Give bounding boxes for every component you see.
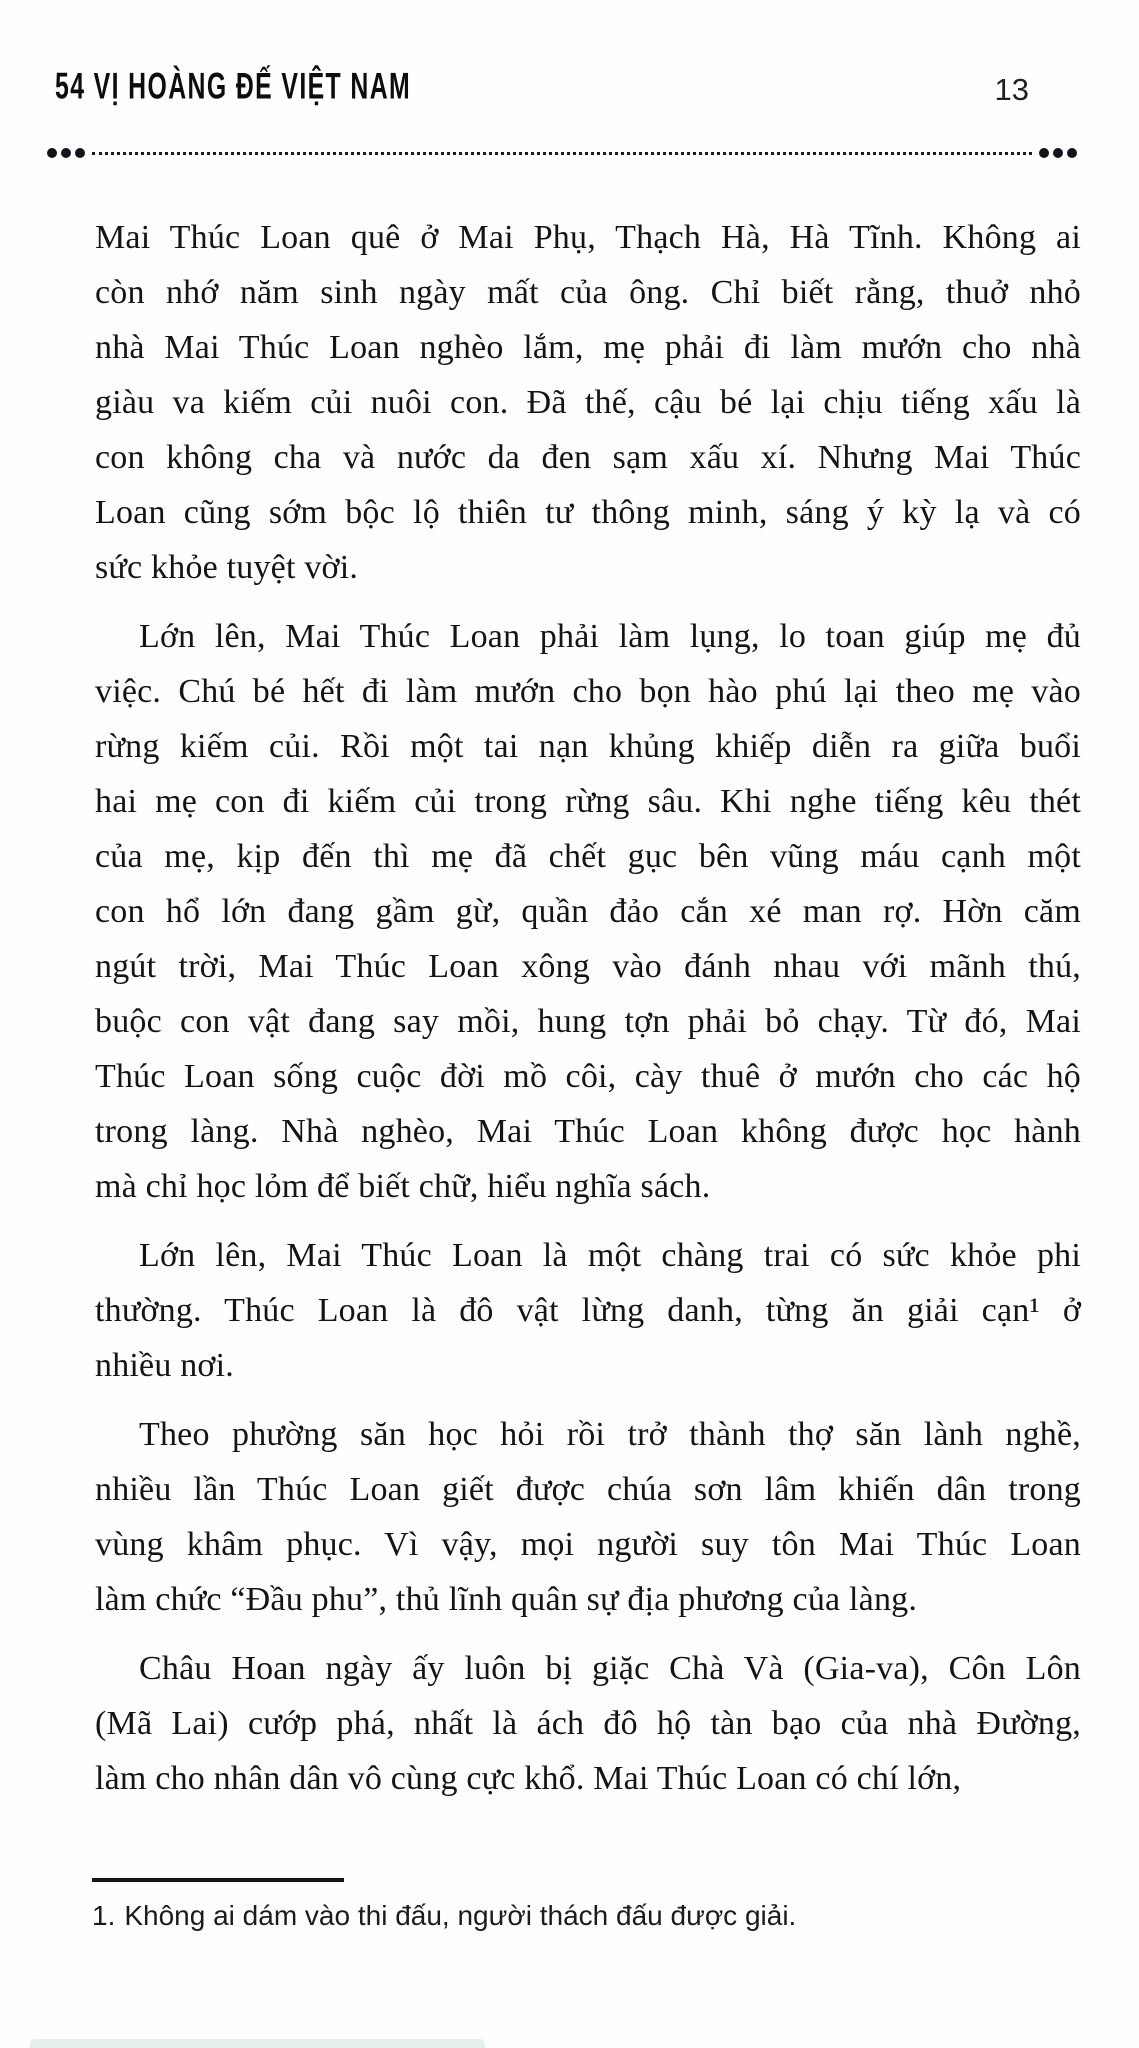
- text-line: việc. Chú bé hết đi làm mướn cho bọn hào phú lại theo mẹ vào: [95, 673, 1081, 710]
- divider-dot: [61, 148, 71, 158]
- text-line: buộc con vật đang say mồi, hung tợn phải bỏ chạy. Từ đó, Mai: [95, 1003, 1081, 1040]
- text-line: ngút trời, Mai Thúc Loan xông vào đánh nhau với mãnh thú,: [95, 948, 1081, 985]
- text-line: thường. Thúc Loan là đô vật lừng danh, từng ăn giải cạn¹ ở: [95, 1292, 1081, 1329]
- footnote-rule: [92, 1878, 344, 1882]
- text-line: hai mẹ con đi kiếm củi trong rừng sâu. Khi nghe tiếng kêu thét: [95, 783, 1081, 820]
- text-line: nhiều lần Thúc Loan giết được chúa sơn lâm khiến dân trong: [95, 1471, 1081, 1508]
- text-line: nhà Mai Thúc Loan nghèo lắm, mẹ phải đi làm mướn cho nhà: [95, 329, 1081, 366]
- paragraph: [95, 1641, 1081, 1806]
- text-line: Thúc Loan sống cuộc đời mồ côi, cày thuê ở mướn cho các hộ: [95, 1058, 1081, 1095]
- divider-dot: [75, 148, 85, 158]
- text-line: Lớn lên, Mai Thúc Loan phải làm lụng, lo toan giúp mẹ đủ: [139, 618, 1081, 655]
- paragraph: [95, 1228, 1081, 1393]
- divider-dot: [1067, 148, 1077, 158]
- dotted-divider: [45, 146, 1079, 160]
- text-line: Lớn lên, Mai Thúc Loan là một chàng trai có sức khỏe phi: [139, 1237, 1081, 1274]
- text-line: mà chỉ học lỏm để biết chữ, hiểu nghĩa sách.: [95, 1168, 711, 1205]
- text-line: Mai Thúc Loan quê ở Mai Phụ, Thạch Hà, Hà Tĩnh. Không ai: [95, 219, 1081, 256]
- book-title: 54 VỊ HOÀNG ĐẾ VIỆT NAM: [55, 65, 412, 107]
- page-number: 13: [994, 72, 1029, 107]
- text-line: Theo phường săn học hỏi rồi trở thành thợ săn lành nghề,: [139, 1416, 1081, 1453]
- text-line: trong làng. Nhà nghèo, Mai Thúc Loan không được học hành: [95, 1113, 1081, 1150]
- text-line: còn nhớ năm sinh ngày mất của ông. Chỉ biết rằng, thuở nhỏ: [95, 274, 1081, 311]
- divider-dot: [1039, 148, 1049, 158]
- paragraph: [95, 1407, 1081, 1627]
- text-line: Châu Hoan ngày ấy luôn bị giặc Chà Và (Gia-va), Côn Lôn: [139, 1650, 1081, 1687]
- paragraph: [95, 210, 1081, 595]
- paragraph: [95, 609, 1081, 1214]
- footnote-marker: 1.: [92, 1900, 116, 1931]
- text-line: sức khỏe tuyệt vời.: [95, 549, 359, 586]
- text-line: vùng khâm phục. Vì vậy, mọi người suy tôn Mai Thúc Loan: [95, 1526, 1081, 1563]
- text-line: rừng kiếm củi. Rồi một tai nạn khủng khiếp diễn ra giữa buổi: [95, 728, 1081, 765]
- scan-edge-artifact: [30, 2039, 485, 2048]
- text-line: con không cha và nước da đen sạm xấu xí. Nhưng Mai Thúc: [95, 439, 1081, 476]
- text-line: làm cho nhân dân vô cùng cực khổ. Mai Thúc Loan có chí lớn,: [95, 1760, 962, 1797]
- footnote: [92, 1896, 1069, 1936]
- divider-dot: [47, 148, 57, 158]
- text-line: con hổ lớn đang gầm gừ, quần đảo cắn xé man rợ. Hờn căm: [95, 893, 1081, 930]
- footnote-text: Không ai dám vào thi đấu, người thách đấu được giải.: [124, 1900, 797, 1931]
- body-text: [95, 210, 1081, 1820]
- text-line: của mẹ, kịp đến thì mẹ đã chết gục bên vũng máu cạnh một: [95, 838, 1081, 875]
- divider-dot: [1053, 148, 1063, 158]
- text-line: làm chức “Đầu phu”, thủ lĩnh quân sự địa phương của làng.: [95, 1581, 918, 1618]
- divider-dotted-rule: [92, 152, 1032, 155]
- page-header: [55, 56, 1089, 108]
- text-line: (Mã Lai) cướp phá, nhất là ách đô hộ tàn bạo của nhà Đường,: [95, 1705, 1081, 1742]
- text-line: nhiều nơi.: [95, 1347, 234, 1384]
- text-line: Loan cũng sớm bộc lộ thiên tư thông minh, sáng ý kỳ lạ và có: [95, 494, 1081, 531]
- text-line: giàu va kiếm củi nuôi con. Đã thế, cậu bé lại chịu tiếng xấu là: [95, 384, 1081, 421]
